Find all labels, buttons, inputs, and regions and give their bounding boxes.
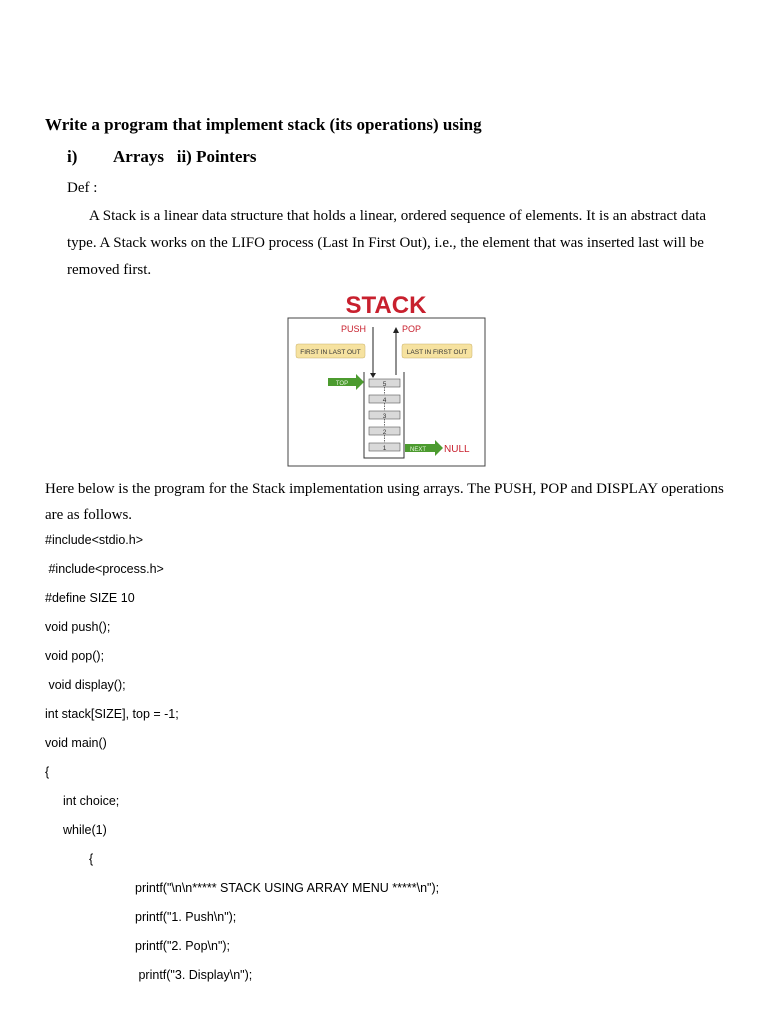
code-line: { — [45, 765, 50, 779]
subtitle-number: i) — [67, 147, 78, 166]
code-line: printf("\n\n***** STACK USING ARRAY MENU *****\n"); — [135, 881, 440, 895]
code-line: printf("3. Display\n"); — [135, 968, 253, 982]
first-in-label: FIRST IN LAST OUT — [300, 349, 361, 356]
stack-cell-label: 1 — [382, 445, 387, 452]
top-label: TOP — [335, 381, 349, 387]
code-line: { — [89, 852, 94, 866]
subtitle-text: Arrays ii) Pointers — [113, 147, 257, 166]
code-line: #include<process.h> — [45, 562, 164, 576]
definition-label: Def : — [67, 180, 98, 196]
code-line: void push(); — [45, 620, 111, 634]
stack-cell-label: 4 — [382, 397, 387, 404]
last-in-label: LAST IN FIRST OUT — [406, 349, 468, 356]
code-line: #include<stdio.h> — [45, 533, 143, 547]
pop-label: POP — [402, 324, 422, 334]
code-line: void main() — [45, 736, 107, 750]
code-line: while(1) — [63, 823, 107, 837]
figure-title: STACK — [345, 292, 427, 319]
definition-paragraph: A Stack is a linear data structure that holds a linear, ordered sequence of elements. It is an abstract data type. A Stack works on the LIFO process (Last In First Out), i.e., the element that was inserted last will be removed first. — [67, 208, 707, 278]
stack-figure — [286, 287, 500, 469]
code-line: int choice; — [63, 794, 120, 808]
code-line: printf("1. Push\n"); — [135, 910, 237, 924]
stack-cell-label: 3 — [382, 413, 387, 420]
code-line: #define SIZE 10 — [45, 591, 135, 605]
stack-cell-label: 5 — [382, 381, 387, 388]
stack-cell-label: 2 — [382, 429, 387, 436]
code-line: printf("2. Pop\n"); — [135, 939, 231, 953]
code-line: void pop(); — [45, 649, 105, 663]
next-label: NEXT — [409, 447, 427, 453]
intro-paragraph: Here below is the program for the Stack implementation using arrays. The PUSH, POP and DISPLAY operations are as follows. — [45, 481, 724, 523]
null-label: NULL — [444, 444, 470, 455]
code-line: void display(); — [45, 678, 126, 692]
code-line: int stack[SIZE], top = -1; — [45, 707, 179, 721]
push-label: PUSH — [341, 324, 367, 334]
document-title: Write a program that implement stack (its operations) using — [45, 115, 482, 134]
stack-diagram — [286, 287, 500, 469]
